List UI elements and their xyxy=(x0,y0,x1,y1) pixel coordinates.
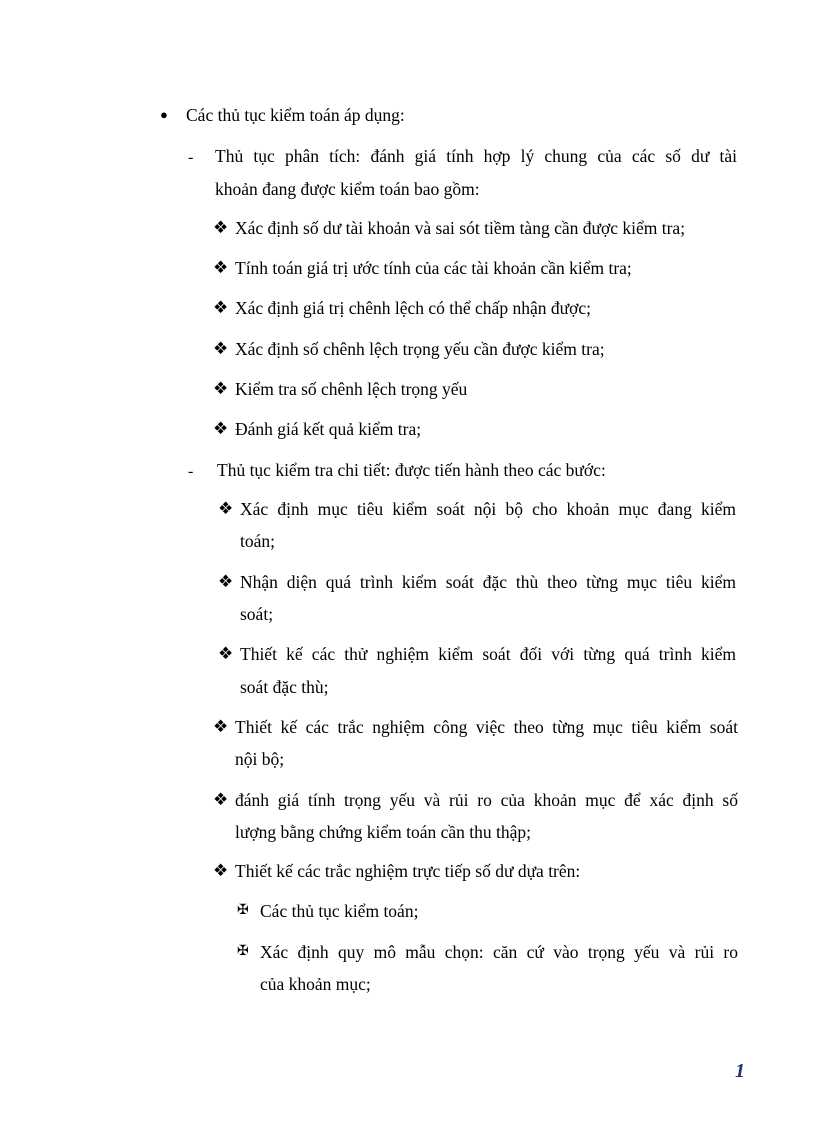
step-line-1: Thiết kế các trắc nghiệm trực tiếp số dư dựa trên: xyxy=(235,861,581,881)
step-line-1: Thiết kế các trắc nghiệm công việc theo từng mục tiêu kiểm soát xyxy=(235,717,738,737)
section-heading: Các thủ tục kiểm toán áp dụng: xyxy=(186,105,405,125)
diamond-bullet-icon: ❖ xyxy=(213,258,229,277)
sub-item-line-1: Xác định quy mô mẫu chọn: căn cứ vào trọng yếu và rủi ro xyxy=(260,942,738,962)
analytic-line-2: khoản đang được kiểm toán bao gồm: xyxy=(215,179,480,199)
analytic-item: Xác định số chênh lệch trọng yếu cần được kiểm tra; xyxy=(235,339,605,359)
analytic-line-1: Thủ tục phân tích: đánh giá tính hợp lý chung của các số dư tài xyxy=(215,146,737,166)
diamond-bullet-icon: ❖ xyxy=(218,572,234,591)
step-line-2: nội bộ; xyxy=(235,749,285,769)
dash-bullet-icon: - xyxy=(188,149,194,166)
detail-item-line-1: Thiết kế các thử nghiệm kiểm soát đối với từng quá trình kiểm xyxy=(240,644,736,664)
detail-item-line-1: Xác định mục tiêu kiểm soát nội bộ cho khoản mục đang kiểm xyxy=(240,499,736,519)
analytic-item: Kiểm tra số chênh lệch trọng yếu xyxy=(235,379,468,399)
bullet-dot-icon: ● xyxy=(160,107,168,122)
diamond-bullet-icon: ❖ xyxy=(213,298,229,317)
diamond-bullet-icon: ❖ xyxy=(218,644,234,663)
page-number: 1 xyxy=(735,1060,745,1082)
diamond-bullet-icon: ❖ xyxy=(213,861,229,880)
diamond-bullet-icon: ❖ xyxy=(213,790,229,809)
sub-item-line-2: của khoản mục; xyxy=(260,974,371,994)
cross-bullet-icon: ✠ xyxy=(237,903,249,918)
diamond-bullet-icon: ❖ xyxy=(213,339,229,358)
diamond-bullet-icon: ❖ xyxy=(218,499,234,518)
sub-item-line-1: Các thủ tục kiểm toán; xyxy=(260,901,419,921)
analytic-item: Xác định giá trị chênh lệch có thể chấp nhận được; xyxy=(235,298,591,318)
detail-line-1: Thủ tục kiểm tra chi tiết: được tiến hành theo các bước: xyxy=(217,460,606,480)
analytic-item: Tính toán giá trị ước tính của các tài khoản cần kiểm tra; xyxy=(235,258,632,278)
step-line-1: đánh giá tính trọng yếu và rủi ro của khoản mục để xác định số xyxy=(235,790,738,810)
dash-bullet-icon: - xyxy=(188,463,194,480)
diamond-bullet-icon: ❖ xyxy=(213,218,229,237)
analytic-item: Xác định số dư tài khoản và sai sót tiềm tàng cần được kiểm tra; xyxy=(235,218,686,238)
diamond-bullet-icon: ❖ xyxy=(213,379,229,398)
diamond-bullet-icon: ❖ xyxy=(213,717,229,736)
detail-item-line-2: toán; xyxy=(240,531,275,551)
detail-item-line-2: soát; xyxy=(240,604,274,624)
step-line-2: lượng bằng chứng kiểm toán cần thu thập; xyxy=(235,822,532,842)
diamond-bullet-icon: ❖ xyxy=(213,419,229,438)
detail-item-line-1: Nhận diện quá trình kiểm soát đặc thù theo từng mục tiêu kiểm xyxy=(240,572,736,592)
detail-item-line-2: soát đặc thù; xyxy=(240,677,329,697)
cross-bullet-icon: ✠ xyxy=(237,944,249,959)
analytic-item: Đánh giá kết quả kiểm tra; xyxy=(235,419,422,439)
